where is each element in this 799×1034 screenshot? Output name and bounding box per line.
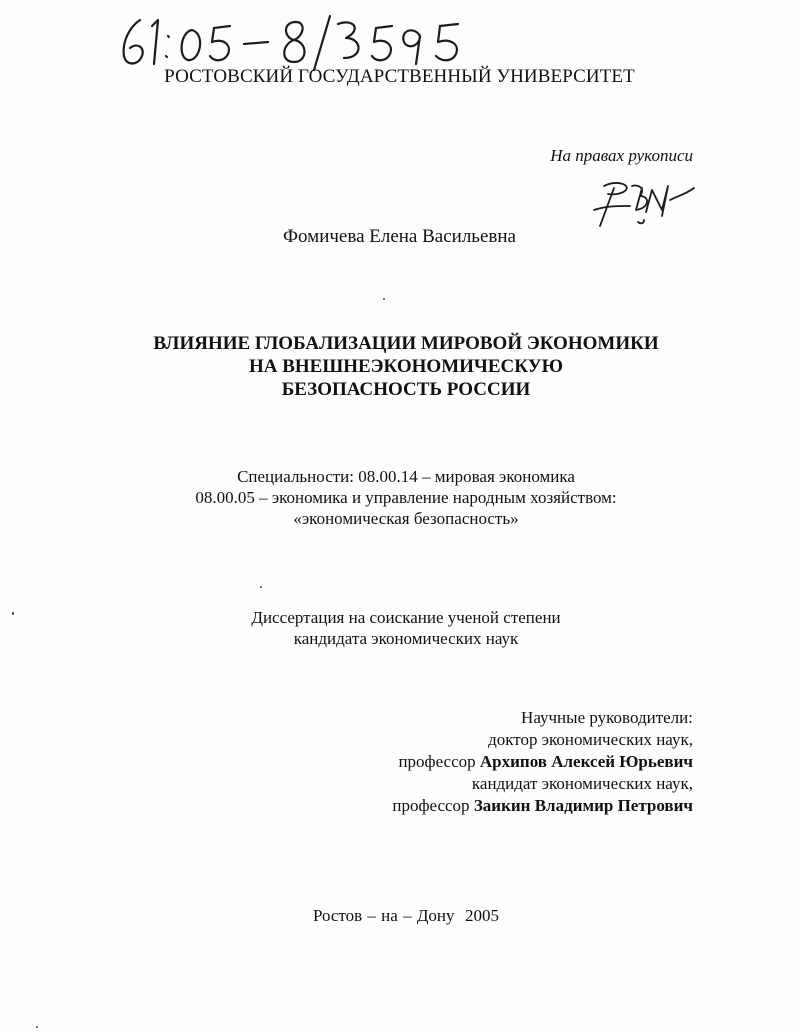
dissertation-title [0,332,799,401]
scan-speck [36,1026,38,1028]
supervisors-block [392,707,693,817]
signature-mark [586,176,696,232]
supervisor-1-degree: доктор экономических наук, [488,730,693,749]
title-line: НА ВНЕШНЕЭКОНОМИЧЕСКУЮ [248,356,563,377]
supervisor-2-title: профессор [392,796,470,815]
supervisor-1-line [392,751,693,773]
scan-speck [383,298,385,300]
degree-line: Диссертация на соискание ученой степени [251,608,561,627]
specialty-line: Специальности: 08.00.14 – мировая экономика [237,467,575,486]
place-and-year [0,906,799,926]
year: 2005 [465,906,500,925]
university-name: РОСТОВСКИЙ ГОСУДАРСТВЕННЫЙ УНИВЕРСИТЕТ [164,66,635,87]
supervisor-2-name: Заикин Владимир Петрович [473,796,693,815]
specialty-block [0,466,799,529]
supervisor-1-title: профессор [398,752,476,771]
specialty-line: «экономическая безопасность» [293,509,519,528]
degree-line: кандидата экономических наук [293,629,519,648]
author-name: Фомичева Елена Васильевна [283,226,516,247]
city: Ростов – на – Дону [312,906,455,925]
title-line: ВЛИЯНИЕ ГЛОБАЛИЗАЦИИ МИРОВОЙ ЭКОНОМИКИ [153,333,659,354]
scan-speck [12,612,14,615]
supervisor-1-name: Архипов Алексей Юрьевич [479,752,693,771]
specialty-line: 08.00.05 – экономика и управление народным хозяйством: [195,488,617,507]
title-line: БЕЗОПАСНОСТЬ РОССИИ [281,379,531,400]
supervisor-2-line [392,795,693,817]
degree-block [0,607,799,649]
supervisor-2-degree: кандидат экономических наук, [471,774,693,793]
rights-note: На правах рукописи [550,146,693,165]
scan-speck [260,586,262,588]
supervisors-heading: Научные руководители: [521,708,693,727]
handwritten-archive-code [118,12,478,72]
